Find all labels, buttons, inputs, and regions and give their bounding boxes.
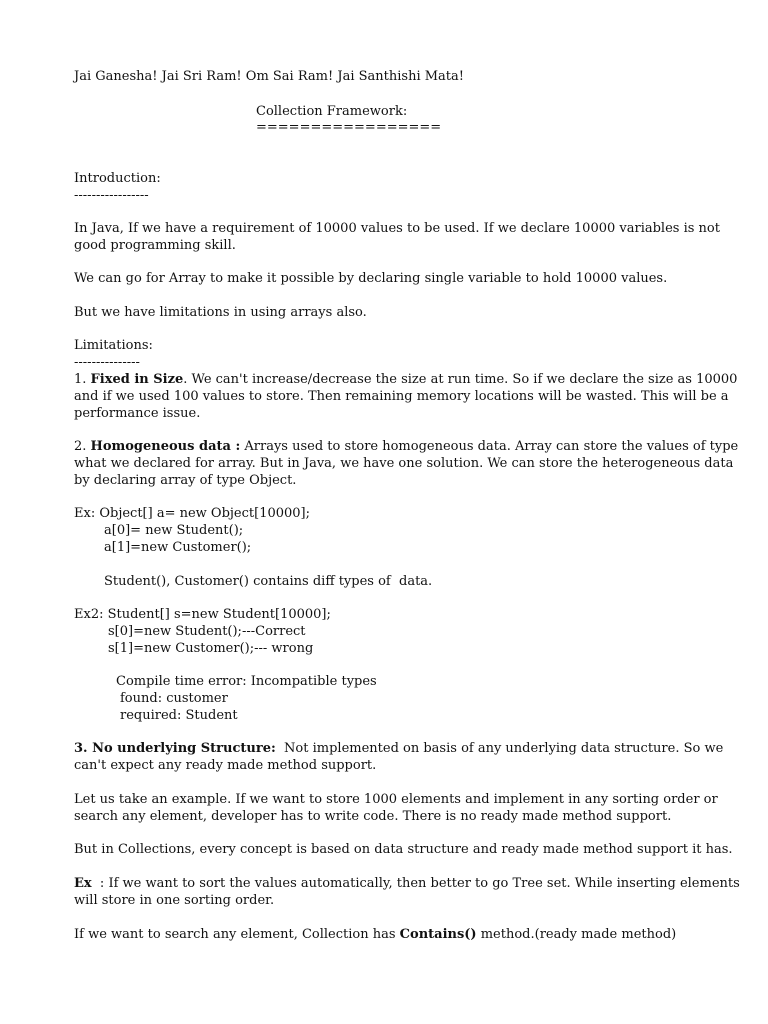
collections-paragraph: But in Collections, every concept is based on data structure and ready made method support it has. — [74, 842, 733, 857]
limitation-3-number: 3 — [74, 741, 84, 756]
limitation-3-title: . No underlying Structure: — [83, 741, 276, 756]
example-2-line-1: Ex2: Student[] s=new Student[10000]; — [74, 607, 331, 622]
example-1-line-1: Ex: Object[] a= new Object[10000]; — [74, 506, 311, 521]
compile-error-line-1: Compile time error: Incompatible types — [116, 674, 377, 689]
example-3-text: : If we want to sort the values automatically, then better to go Tree set. While inserting elements — [91, 876, 740, 891]
limitation-1-line-2: and if we used 100 values to store. Then remaining memory locations will be wasted. This will be a — [74, 389, 729, 404]
intro-paragraph-1-line-2: good programming skill. — [74, 238, 236, 253]
intro-paragraph-2: We can go for Array to make it possible by declaring single variable to hold 10000 values. — [74, 271, 668, 286]
search-paragraph — [74, 926, 676, 943]
limitation-2-title: Homogeneous data : — [90, 439, 241, 454]
limitations-underline: --------------- — [74, 355, 140, 370]
limitation-2-line-3: by declaring array of type Object. — [74, 473, 297, 488]
example-3-line-2: will store in one sorting order. — [74, 893, 275, 908]
blessing-line: Jai Ganesha! Jai Sri Ram! Om Sai Ram! Jai Santhishi Mata! — [74, 69, 464, 84]
example-3-label: Ex — [74, 876, 92, 891]
limitation-2-number: 2. — [74, 439, 91, 454]
example-paragraph-line-2: search any element, developer has to write code. There is no ready made method support. — [74, 809, 672, 824]
example-3-line-1 — [74, 875, 740, 892]
example-1-line-3: a[1]=new Customer(); — [104, 540, 252, 555]
page-title: Collection Framework: — [256, 104, 408, 119]
example-2-line-3: s[1]=new Customer();--- wrong — [108, 641, 314, 656]
example-2-line-2: s[0]=new Student();---Correct — [108, 624, 306, 639]
limitation-2-line-2: what we declared for array. But in Java, we have one solution. We can store the heterogeneous data — [74, 456, 734, 471]
example-1-note: Student(), Customer() contains diff types of data. — [104, 574, 433, 589]
limitation-1-line-3: performance issue. — [74, 406, 201, 421]
compile-error-line-3: required: Student — [120, 708, 238, 723]
limitation-2-text: Arrays used to store homogeneous data. Array can store the values of type — [240, 439, 739, 454]
search-text-before: If we want to search any element, Collection has — [74, 927, 400, 942]
intro-heading: Introduction: — [74, 171, 161, 186]
intro-paragraph-1-line-1: In Java, If we have a requirement of 10000 values to be used. If we declare 10000 variables is not — [74, 221, 720, 236]
limitation-3-line-2: can't expect any ready made method support. — [74, 758, 377, 773]
example-paragraph-line-1: Let us take an example. If we want to store 1000 elements and implement in any sorting order or — [74, 792, 718, 807]
search-text-after: method.(ready made method) — [476, 927, 677, 942]
limitation-2-line-1 — [74, 438, 738, 455]
limitation-1-title: Fixed in Size — [90, 372, 184, 387]
limitations-heading: Limitations: — [74, 338, 153, 353]
limitation-1-number: 1. — [74, 372, 91, 387]
compile-error-line-2: found: customer — [120, 691, 228, 706]
limitation-1-line-1 — [74, 371, 737, 388]
limitation-1-text: . We can't increase/decrease the size at run time. So if we declare the size as 10000 — [183, 372, 738, 387]
title-underline: ================= — [256, 120, 442, 135]
contains-method-name: Contains() — [399, 927, 477, 942]
limitation-3-line-1 — [74, 740, 723, 757]
intro-underline: ----------------- — [74, 188, 149, 203]
example-1-line-2: a[0]= new Student(); — [104, 523, 244, 538]
limitation-3-text: Not implemented on basis of any underlying data structure. So we — [275, 741, 724, 756]
intro-paragraph-3: But we have limitations in using arrays also. — [74, 305, 367, 320]
